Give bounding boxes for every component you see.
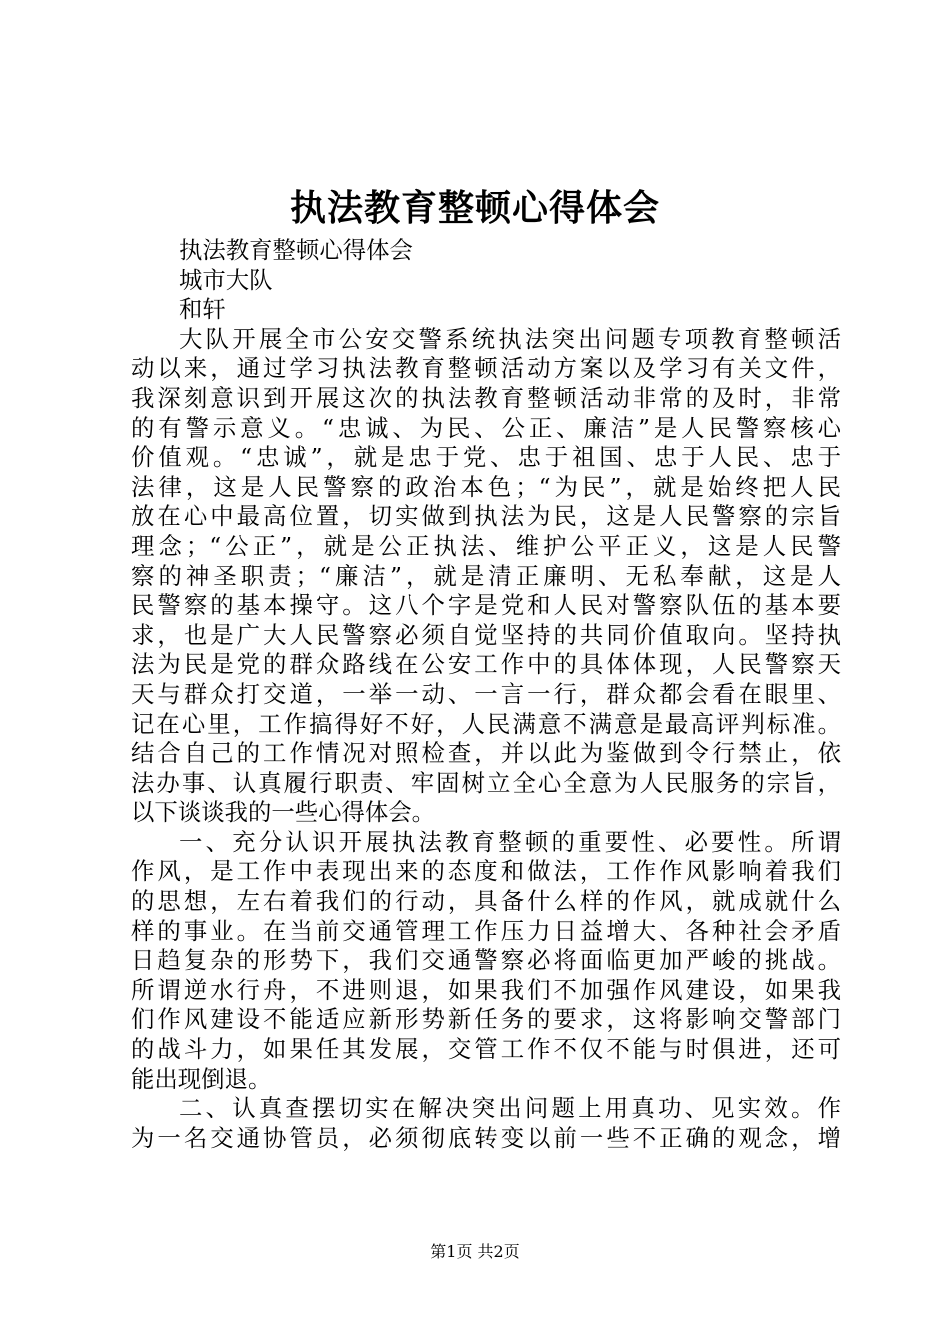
- text-line: 执法教育整顿心得体会: [179, 236, 413, 264]
- text-line: 二、认真查摆切实在解决突出问题上用真功、见实效。作: [179, 1094, 841, 1123]
- text-line: 能出现倒退。: [131, 1064, 272, 1093]
- text-line: 理念；“公正”，就是公正执法、维护公平正义，这是人民警: [131, 531, 841, 560]
- text-line: 一、充分认识开展执法教育整顿的重要性、必要性。所谓: [179, 827, 841, 856]
- text-line: 样的事业。在当前交通管理工作压力日益增大、各种社会矛盾: [131, 916, 841, 945]
- text-line: 天与群众打交道，一举一动、一言一行，群众都会看在眼里、: [131, 679, 841, 708]
- text-line: 记在心里，工作搞得好不好，人民满意不满意是最高评判标准。: [131, 709, 841, 738]
- text-line: 所谓逆水行舟，不进则退，如果我们不加强作风建设，如果我: [131, 975, 841, 1004]
- text-line: 求，也是广大人民警察必须自觉坚持的共同价值取向。坚持执: [131, 620, 841, 649]
- text-line: 察的神圣职责；“廉洁”，就是清正廉明、无私奉献，这是人: [131, 561, 841, 590]
- text-line: 民警察的基本操守。这八个字是党和人民对警察队伍的基本要: [131, 591, 841, 620]
- text-line: 结合自己的工作情况对照检查，并以此为鉴做到令行禁止，依: [131, 739, 841, 768]
- text-line: 法为民是党的群众路线在公安工作中的具体体现，人民警察天: [131, 650, 841, 679]
- text-line: 大队开展全市公安交警系统执法突出问题专项教育整顿活: [179, 324, 841, 353]
- text-line: 的有警示意义。“忠诚、为民、公正、廉洁”是人民警察核心: [131, 413, 841, 442]
- text-line: 法律，这是人民警察的政治本色；“为民”，就是始终把人民: [131, 472, 841, 501]
- document-title: 执法教育整顿心得体会: [289, 187, 660, 229]
- text-line: 我深刻意识到开展这次的执法教育整顿活动非常的及时，非常: [131, 383, 841, 412]
- text-line: 的思想，左右着我们的行动，具备什么样的作风，就成就什么: [131, 887, 841, 916]
- text-line: 的战斗力，如果任其发展，交管工作不仅不能与时俱进，还可: [131, 1035, 841, 1064]
- text-line: 以下谈谈我的一些心得体会。: [131, 798, 436, 827]
- text-line: 城市大队: [179, 265, 273, 294]
- text-line: 作风，是工作中表现出来的态度和做法，工作作风影响着我们: [131, 857, 841, 886]
- text-line: 和轩: [179, 295, 226, 324]
- text-line: 价值观。“忠诚”，就是忠于党、忠于祖国、忠于人民、忠于: [131, 443, 841, 472]
- text-line: 动以来，通过学习执法教育整顿活动方案以及学习有关文件，: [131, 354, 841, 383]
- text-line: 放在心中最高位置，切实做到执法为民，这是人民警察的宗旨: [131, 502, 841, 531]
- text-line: 们作风建设不能适应新形势新任务的要求，这将影响交警部门: [131, 1005, 841, 1034]
- text-line: 法办事、认真履行职责、牢固树立全心全意为人民服务的宗旨，: [131, 768, 841, 797]
- page-footer: 第1页 共2页: [430, 1242, 520, 1261]
- text-line: 日趋复杂的形势下，我们交通警察必将面临更加严峻的挑战。: [131, 946, 841, 975]
- document-body: [131, 236, 841, 1153]
- text-line: 为一名交通协管员，必须彻底转变以前一些不正确的观念，增: [131, 1123, 841, 1152]
